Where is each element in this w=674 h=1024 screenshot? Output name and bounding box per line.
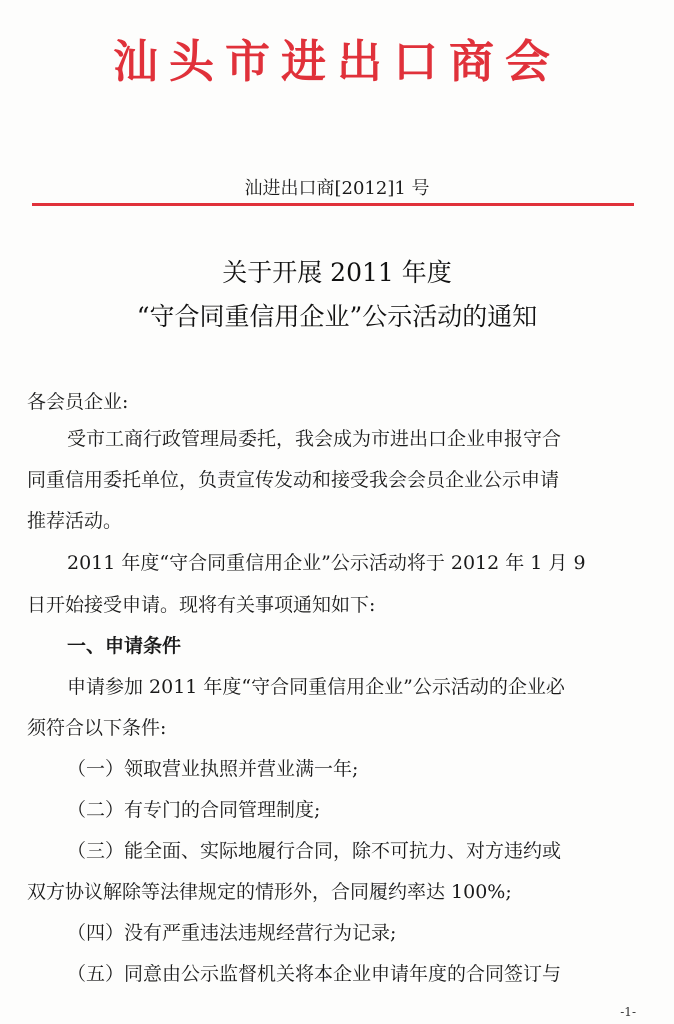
condition-item-3-line-2: 双方协议解除等法律规定的情形外，合同履约率达 100%; xyxy=(27,881,512,903)
condition-item-4: （四）没有严重违法违规经营行为记录; xyxy=(67,922,397,944)
condition-item-3-line-1: （三）能全面、实际地履行合同，除不可抗力、对方违约或 xyxy=(67,840,562,862)
salutation: 各会员企业: xyxy=(27,391,129,413)
section-1-heading: 一、申请条件 xyxy=(67,635,182,657)
document-number: 汕进出口商[2012]1 号 xyxy=(244,178,430,199)
paragraph-3-line-1: 申请参加 2011 年度“守合同重信用企业”公示活动的企业必 xyxy=(67,676,565,698)
red-divider-line xyxy=(32,203,634,206)
paragraph-2-line-2: 日开始接受申请。现将有关事项通知如下: xyxy=(27,594,376,616)
paragraph-3-line-2: 须符合以下条件: xyxy=(27,717,167,739)
org-masthead: 汕头市进出口商会 xyxy=(112,35,561,88)
paragraph-1-line-3: 推荐活动。 xyxy=(27,510,123,532)
notice-title-line-1: 关于开展 2011 年度 xyxy=(222,258,452,287)
page-number: -1- xyxy=(620,1005,636,1019)
condition-item-2: （二）有专门的合同管理制度; xyxy=(67,799,321,821)
paragraph-1-line-2: 同重信用委托单位，负责宣传发动和接受我会会员企业公示申请 xyxy=(27,469,560,491)
condition-item-1: （一）领取营业执照并营业满一年; xyxy=(67,758,359,780)
paragraph-2-line-1: 2011 年度“守合同重信用企业”公示活动将于 2012 年 1 月 9 xyxy=(67,552,586,574)
paragraph-1-line-1: 受市工商行政管理局委托，我会成为市进出口企业申报守合 xyxy=(67,428,562,450)
notice-title-line-2: “守合同重信用企业”公示活动的通知 xyxy=(136,302,538,331)
condition-item-5-line-1: （五）同意由公示监督机关将本企业申请年度的合同签订与 xyxy=(67,963,562,985)
